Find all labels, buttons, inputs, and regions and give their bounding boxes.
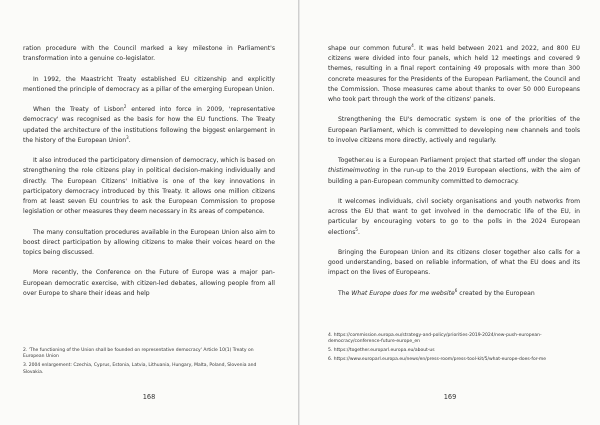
text-run: .: [357, 228, 360, 236]
footnote: 5. https://together.europarl.europa.eu/about-us: [328, 348, 435, 354]
footnote: 2. 'The functioning of the Union shall be founded on representative democracy' Article 10(1) Treaty on European Union: [23, 348, 254, 360]
text-run: created by the European: [457, 289, 535, 297]
text-run: The: [338, 289, 352, 297]
paragraph: [328, 44, 580, 105]
left-page-body: [23, 44, 275, 309]
footnote: 3. 2004 enlargement: Czechia, Cyprus, Estonia, Latvia, Lithuania, Hungary, Malta, Poland, Slovenia and Slovakia.: [23, 363, 257, 375]
text-run: More recently, the Conference on the Future of Europe was a major pan-European democratic exercise, with citizen-led debates, allowing people from all over Europe to share their ideas and help: [23, 269, 275, 297]
text-run: in the run-up to the 2019 European elections, with the aim of building a pan-European community committed to democracy.: [328, 167, 580, 185]
text-run: The many consultation procedures available in the European Union also aim to boost direct participation by allowing citizens to make their voices heard on the topics being discussed.: [23, 228, 275, 256]
paragraph: [328, 156, 580, 187]
footnote-reference: 5: [355, 226, 358, 232]
paragraph: [328, 248, 580, 279]
footnote-reference: 6: [454, 287, 458, 293]
text-run: .: [128, 136, 131, 144]
text-run: Strengthening the EU's democratic system is one of the priorities of the European Parliament, which is committed to developing new channels and tools to involve citizens more directly, actively and regularly.: [328, 116, 580, 144]
paragraph: [23, 105, 275, 146]
footnote: 6. https://www.europarl.europa.eu/news/en/press-room/press-tool-kit/5/what-europe-does-for-me: [328, 357, 547, 363]
text-run: ration procedure with the Council marked a key milestone in Parliament's transformation into a genuine co-legislator.: [23, 45, 275, 63]
text-run: When the Treaty of Lisbon: [33, 106, 124, 114]
right-page-footnotes: [328, 333, 580, 366]
emphasized-text: What Europe does for me website: [351, 289, 455, 297]
text-run: In 1992, the Maastricht Treaty established EU citizenship and explicitly mentioned the principle of democracy as a pillar of the emerging European Union.: [23, 75, 275, 93]
footnote-reference: 2: [123, 104, 127, 110]
right-page-number: 169: [443, 393, 457, 401]
paragraph: [23, 156, 275, 217]
emphasized-text: thistimeimvoting: [328, 167, 380, 175]
paragraph: [23, 75, 275, 95]
text-run: Together.eu is a European Parliament project that started off under the slogan: [338, 157, 580, 165]
text-run: . It was held between 2021 and 2022, and 800 EU citizens were divided into four panels, which held 12 meetings and covered 9 themes, resulting in a final report containing 49 proposals with more than 300 concrete measures for the Presidents of the European Parliament, the Council and the Commission. Those measures came about thanks to over 50 000 Europeans who took part through the work of the citizens' panels.: [328, 45, 581, 104]
footnote-reference: 4: [411, 42, 414, 48]
paragraph: [23, 228, 275, 259]
text-run: It welcomes individuals, civil society organisations and youth networks from across the EU that want to get involved in the democratic life of the EU, in particular by encouraging voters to go to the polls in the 2024 European elections: [328, 198, 580, 236]
left-page: [0, 0, 299, 425]
text-run: Bringing the European Union and its citizens closer together also calls for a good understanding, based on reliable information, of what the EU does and its impact on the lives of Europeans.: [328, 249, 580, 277]
left-page-footnotes: [23, 348, 275, 379]
footnote-reference: 3: [126, 134, 129, 140]
paragraph: [328, 289, 580, 299]
text-run: entered into force in 2009, 'representative democracy' was recognised as the basis for how the EU functions. The Treaty updated the architecture of the institutions following the biggest enlargement in the history of the European Union: [23, 106, 275, 144]
right-page-body: [328, 44, 580, 309]
paragraph: [23, 268, 275, 299]
text-run: shape our common future: [328, 45, 412, 52]
left-page-number: 168: [142, 393, 156, 401]
paragraph: [23, 44, 275, 64]
paragraph: [328, 115, 580, 146]
paragraph: [328, 197, 580, 238]
right-page: [300, 0, 600, 425]
text-run: It also introduced the participatory dimension of democracy, which is based on strengthening the role citizens play in political decision-making individually and directly. The European Citizens' Initiative is one of the key innovations in participatory democracy introduced by this Treaty. It allows one million citizens from at least seven EU countries to ask the European Commission to propose legislation or other measures they deem necessary in its areas of competence.: [23, 157, 275, 216]
footnote: 4. https://commission.europa.eu/strategy-and-policy/priorities-2019-2024/new-push-european-democracy/conference-future-europe_en: [328, 333, 542, 345]
